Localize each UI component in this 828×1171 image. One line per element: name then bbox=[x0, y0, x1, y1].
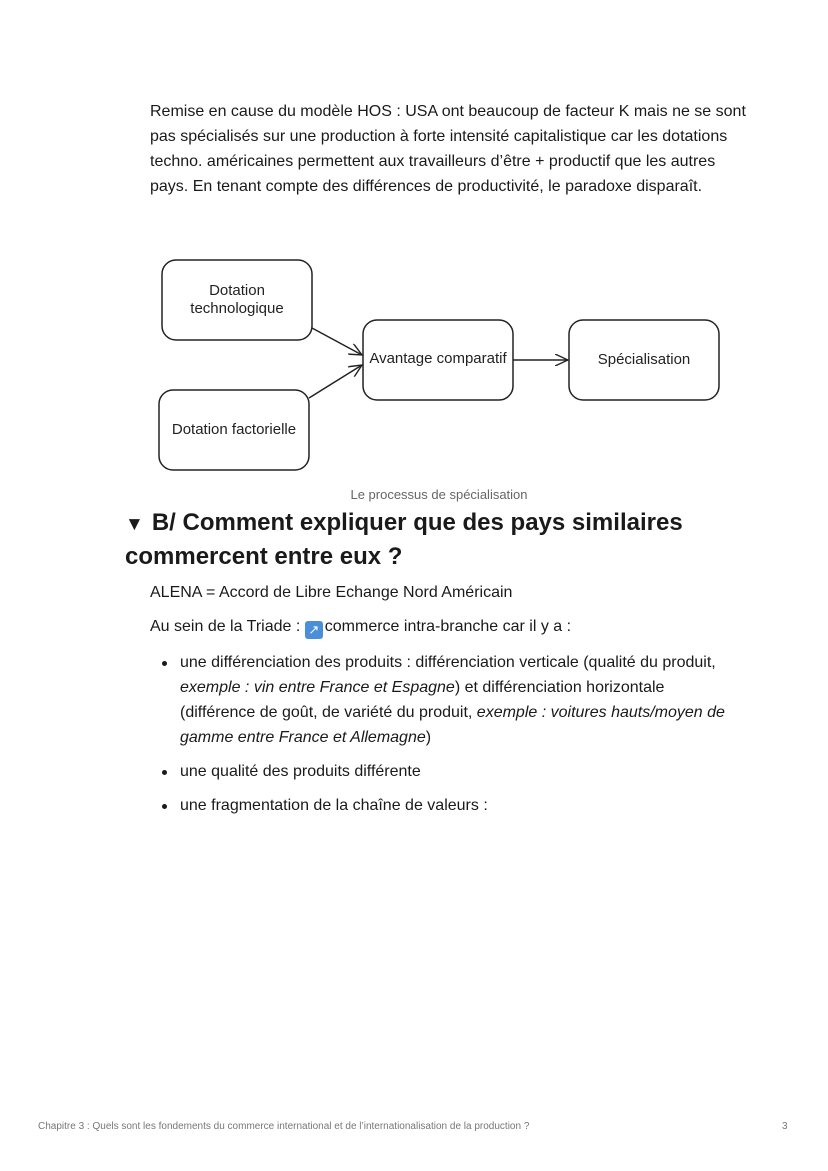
triangle-down-icon[interactable]: ▼ bbox=[125, 514, 144, 535]
b2-text: une qualité des produits différente bbox=[180, 763, 421, 780]
b1-example-1: exemple : vin entre France et Espagne bbox=[180, 679, 455, 696]
box-specialisation bbox=[569, 320, 719, 400]
section-heading-text: B/ Comment expliquer que des pays similaires commercent entre eux ? bbox=[125, 509, 683, 570]
b1-text-1: une différenciation des produits : différenciation verticale (qualité du produit, bbox=[180, 654, 716, 671]
alena-line: ALENA = Accord de Libre Echange Nord Américain bbox=[150, 584, 513, 601]
footer-page-number: 3 bbox=[782, 1121, 788, 1132]
arrow-tech-to-avantage bbox=[312, 328, 362, 355]
intro-paragraph: Remise en cause du modèle HOS : USA ont beaucoup de facteur K mais ne se sont pas spécialisés sur une production à forte intensité capitalistique car les dotations techno. américaines permettent aux travailleurs d’être + productif que les autres pays. En tenant compte des différences de productivité, le paradoxe disparaît. bbox=[150, 103, 746, 195]
box-tech-line2: technologique bbox=[190, 300, 284, 317]
list-item bbox=[150, 759, 730, 784]
box-dotation-factorielle bbox=[159, 390, 309, 470]
section-heading[interactable] bbox=[125, 507, 765, 573]
box-spec-label: Spécialisation bbox=[597, 351, 691, 368]
box-avantage-label: Avantage comparatif bbox=[369, 350, 507, 367]
list-item bbox=[150, 650, 730, 750]
b1-example-2: exemple : voitures hauts/moyen de gamme entre France et Allemagne bbox=[180, 704, 725, 746]
footer-chapter-title: Chapitre 3 : Quels sont les fondements du commerce international et de l’internationalisation de la production ? bbox=[38, 1121, 530, 1132]
bullet-dot bbox=[162, 661, 167, 666]
triade-suffix: commerce intra-branche car il y a : bbox=[324, 618, 572, 635]
box-avantage-comparatif bbox=[363, 320, 513, 400]
b1-text-2: ) et différenciation horizontale (différence de goût, de variété du produit, bbox=[180, 679, 665, 721]
diagram-caption: Le processus de spécialisation bbox=[350, 487, 528, 502]
up-right-arrow-emoji-icon: ↗ bbox=[305, 621, 323, 639]
b3-text: une fragmentation de la chaîne de valeurs : bbox=[180, 797, 488, 814]
bullet-dot bbox=[162, 804, 167, 809]
specialisation-diagram bbox=[0, 250, 828, 480]
box-dotation-technologique bbox=[162, 260, 312, 340]
triade-prefix: Au sein de la Triade : bbox=[150, 618, 305, 635]
list-item bbox=[150, 793, 730, 818]
box-fact-label: Dotation factorielle bbox=[171, 421, 297, 438]
arrow-fact-to-avantage bbox=[309, 365, 362, 398]
box-tech-line1: Dotation bbox=[209, 282, 265, 299]
triade-line bbox=[150, 616, 571, 639]
bullet-list bbox=[150, 650, 730, 827]
b1-text-3: ) bbox=[425, 729, 432, 746]
bullet-dot bbox=[162, 770, 167, 775]
